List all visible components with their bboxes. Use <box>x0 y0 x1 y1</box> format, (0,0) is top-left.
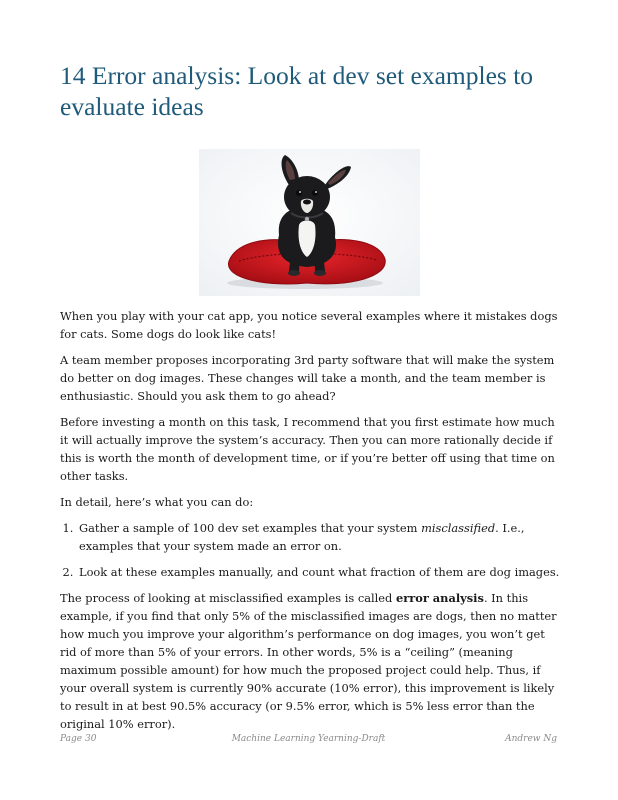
body-text <box>60 307 560 741</box>
term-error-analysis: error analysis <box>395 591 484 605</box>
paragraph: When you play with your cat app, you notice several examples where it mistakes dogs for cats. Some dogs do look like cats! <box>60 309 558 341</box>
steps-list <box>60 519 560 581</box>
author-name: Andrew Ng <box>505 734 557 744</box>
bulldog-photo <box>199 149 420 296</box>
paragraph: A team member proposes incorporating 3rd party software that will make the system do better on dog images. These changes will take a month, and the team member is enthusiastic. Should you ask them to go ahead? <box>60 353 555 403</box>
paragraph: The process of looking at misclassified examples is called error analysis. In this example, if you find that only 5% of the misclassified images are dogs, then no matter how much you improve your algorithm’s performance on dog images, you won’t get rid of more than 5% of your errors. In other words, 5% is a “ceiling” (meaning maximum possible amount) for how much the proposed project could help. Thus, if your overall system is currently 90% accurate (10% error), this improvement is likely to result in at best 90.5% accuracy (or 9.5% error, which is 5% less error than the original 10% error). <box>60 591 557 731</box>
page-footer <box>60 734 557 748</box>
book-title: Machine Learning Yearning-Draft <box>231 734 386 744</box>
list-item: 2. Look at these examples manually, and count what fraction of them are dog images. <box>77 563 560 581</box>
paragraph: In detail, here’s what you can do: <box>60 495 254 509</box>
page-number: Page 30 <box>60 734 97 744</box>
page-title: 14 Error analysis: Look at dev set examples to evaluate ideas <box>60 61 534 121</box>
list-item: 1. Gather a sample of 100 dev set examples that your system misclassified. I.e., examples that your system made an error on. <box>77 519 560 555</box>
paragraph: Before investing a month on this task, I recommend that you first estimate how much it will actually improve the system’s accuracy. Then you can more rationally decide if this is worth the month of development time, or if you’re better off using that time on other tasks. <box>60 415 555 483</box>
